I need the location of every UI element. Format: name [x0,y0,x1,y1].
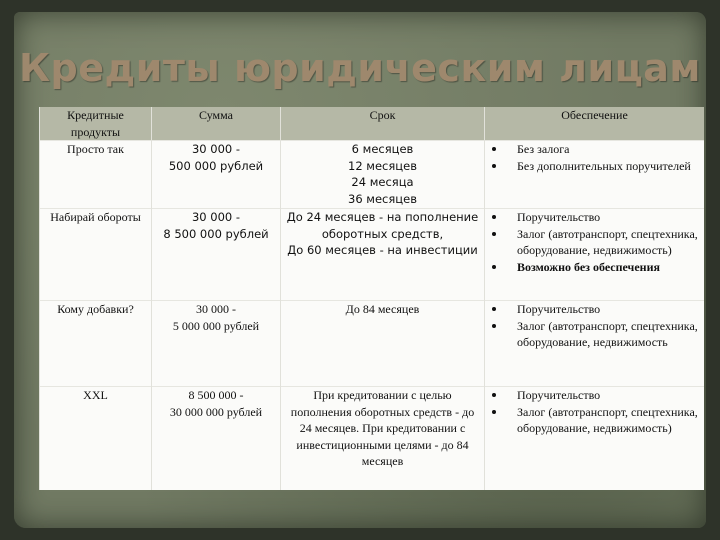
amount-line: 5 000 000 рублей [172,318,260,333]
term-line: До 84 месяцев [345,302,420,316]
list-item [489,318,700,351]
amount-cell [152,387,281,490]
list-item [489,301,700,318]
product-name: Кому добавки? [40,301,152,387]
security-list [489,301,700,351]
list-item [489,387,700,404]
list-item [489,209,700,226]
amount-cell [152,301,281,387]
security-text: Залог (автотранспорт, спецтехника, оборудование, недвижимость [517,318,698,349]
bullet-icon [492,147,496,151]
table-row [40,141,705,209]
amount-line: 30 000 - [191,210,241,224]
header-amount: Сумма [152,107,281,141]
security-text: Поручительство [517,388,601,402]
term-cell [281,141,485,209]
slide-title: Кредиты юридическим лицам [19,46,701,90]
table-header-row [40,107,705,141]
term-line: 24 месяца [351,175,414,189]
product-name: Набирай обороты [40,209,152,301]
security-text: Поручительство [517,302,601,316]
security-cell [485,301,705,387]
bullet-icon [492,410,496,414]
security-text: Без залога [517,142,570,156]
term-line: До 24 месяцев - на пополнение оборотных средств, [286,210,479,241]
term-cell: При кредитовании с целью пополнения оборотных средств - до 24 месяцев. При кредитовании с инвестиционными целями - до 84 месяцев [281,387,485,490]
list-item [489,158,700,175]
header-security: Обеспечение [485,107,705,141]
product-name: XXL [40,387,152,490]
amount-line: 30 000 - [191,142,241,156]
amount-line: 30 000 - [196,302,236,316]
bullet-icon [492,324,496,328]
amount-line: 500 000 рублей [168,158,264,173]
amount-cell [152,141,281,209]
security-text: Поручительство [517,210,601,224]
security-text: Возможно без обеспечения [517,259,660,274]
bullet-icon [492,164,496,168]
security-list [489,141,700,174]
header-products: Кредитные продукты [40,107,152,141]
security-cell [485,209,705,301]
security-text: Без дополнительных поручителей [517,158,691,173]
list-item [489,259,700,276]
security-text: Залог (автотранспорт, спецтехника, оборудование, недвижимость) [517,404,698,435]
amount-cell [152,209,281,301]
list-item [489,141,700,158]
term-line: 12 месяцев [348,158,417,173]
bullet-icon [492,232,496,236]
security-text: Залог (автотранспорт, спецтехника, оборудование, недвижимость) [517,226,698,257]
table-row [40,301,705,387]
amount-line: 30 000 000 рублей [169,404,263,419]
term-line: До 60 месяцев - на инвестиции [287,243,478,257]
security-cell [485,387,705,490]
bullet-icon [492,215,496,219]
term-cell [281,301,485,387]
table-row [40,387,705,490]
bullet-icon [492,307,496,311]
product-name: Просто так [40,141,152,209]
header-term: Срок [281,107,485,141]
amount-line: 8 500 000 - [188,388,244,402]
security-list [489,387,700,437]
security-list [489,209,700,275]
security-cell [485,141,705,209]
amount-line: 8 500 000 рублей [163,226,269,241]
bullet-icon [492,393,496,397]
credit-products-table [39,107,704,490]
bullet-icon [492,265,496,269]
term-cell [281,209,485,301]
term-line: 36 месяцев [348,191,417,206]
list-item [489,226,700,259]
term-line: 6 месяцев [351,142,414,156]
table-row [40,209,705,301]
list-item [489,404,700,437]
